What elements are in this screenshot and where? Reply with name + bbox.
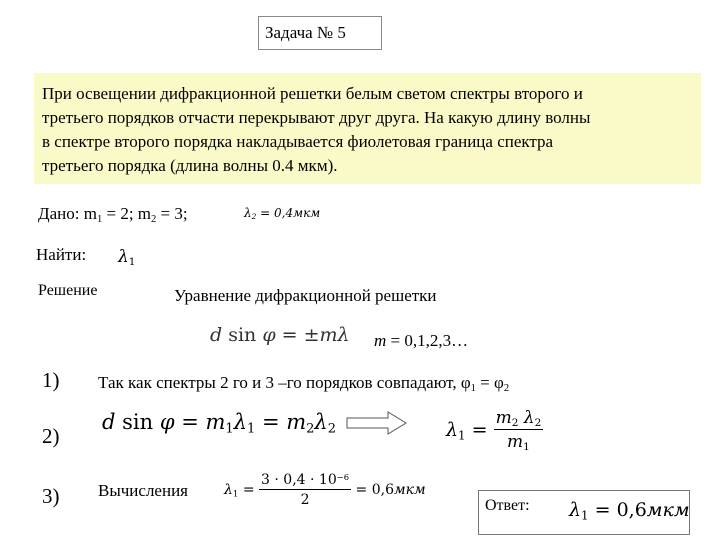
- given-m1: 2: [120, 204, 129, 223]
- calc-formula: $\lambda_1$ = $\frac{3 \cdot 0,4 \cdot 10^{-6}}{2}$ = 0,6мкм: [224, 471, 426, 508]
- solution-label: Решение: [38, 282, 98, 299]
- answer-label: Ответ:: [485, 497, 530, 514]
- m-values: m = 0,1,2,3…: [374, 331, 469, 350]
- find-label: Найти:: [36, 245, 87, 264]
- calc-label: Вычисления: [98, 481, 188, 500]
- problem-line: третьего порядка (длина волны 0.4 мкм).: [42, 156, 338, 175]
- problem-line: третьего порядков отчасти перекрывают друг друга. На какую длину волны: [42, 108, 591, 127]
- equality-equation: d $\sin \varphi = m_1\lambda_1 = m_2\lambda_2$: [102, 410, 337, 437]
- given-m2: 3: [174, 204, 183, 223]
- find-lambda1: $\lambda_1$: [118, 247, 136, 268]
- problem-statement: [34, 73, 701, 184]
- given-line: Дано: $m_1 = 2$; $m_2 = 3$;: [38, 204, 188, 225]
- task-title: Задача № 5: [258, 16, 382, 50]
- grating-equation: d sin φ = ±mλ: [210, 324, 350, 346]
- step1-statement: Так как спектры 2 го и 3 –го порядков совпадают, $\varphi_1 = \varphi_2$: [98, 373, 510, 394]
- given-lambda2: $\lambda_2 = 0,4мкм$: [244, 206, 321, 222]
- given-label: Дано:: [38, 204, 80, 223]
- equation-heading: Уравнение дифракционной решетки: [174, 286, 437, 305]
- answer-value: $\lambda_1 = 0,6мкм$: [569, 499, 690, 523]
- step-number-3: 3): [42, 484, 60, 508]
- lambda1-formula: $\lambda_1$ = $\frac{m_2 \lambda_2}{m_1}$: [446, 408, 542, 453]
- step-number-2: 2): [42, 424, 60, 448]
- step-number-1: 1): [42, 368, 60, 392]
- problem-line: При освещении дифракционной решетки белым светом спектры второго и: [42, 84, 583, 103]
- right-arrow-icon: [346, 410, 408, 436]
- problem-line: в спектре второго порядка накладывается фиолетовая граница спектра: [42, 132, 554, 151]
- answer-box: [478, 490, 690, 535]
